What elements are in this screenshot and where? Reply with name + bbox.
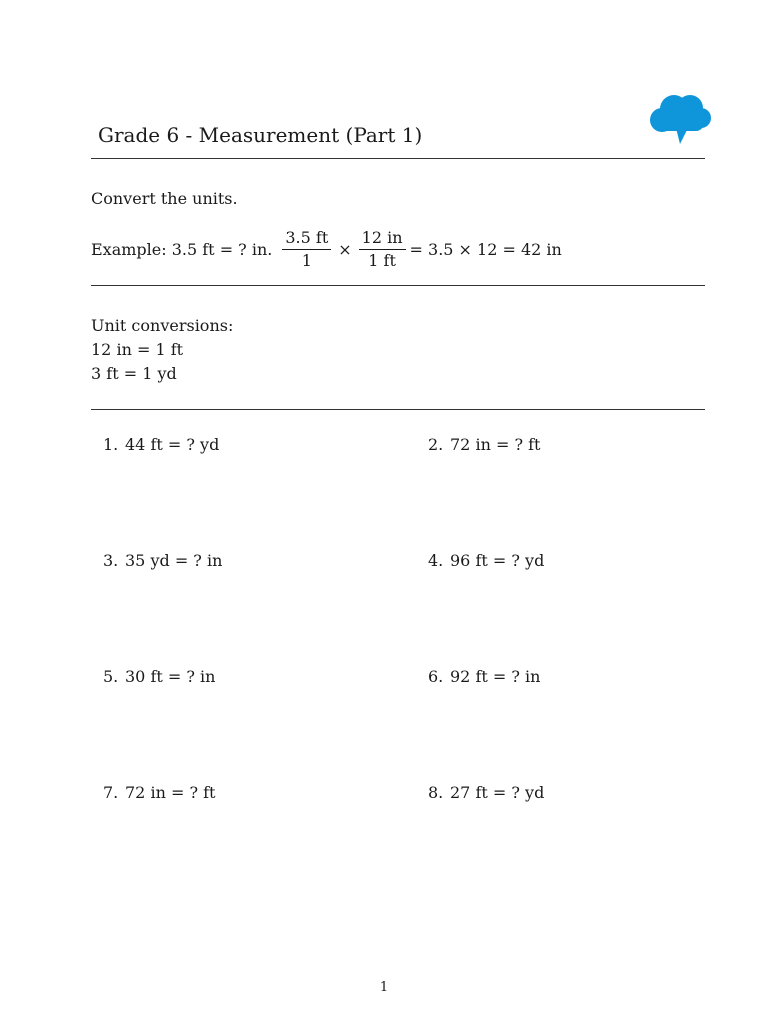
problem-number: 5.: [103, 667, 119, 686]
conversions-divider: [91, 409, 705, 410]
instructions-text: Convert the units.: [91, 189, 238, 208]
fraction-denominator: 1 ft: [368, 250, 396, 270]
problem-number: 7.: [103, 783, 119, 802]
problem-text: 92 ft = ? in: [450, 667, 541, 686]
title-divider: [91, 158, 705, 159]
problem-text: 72 in = ? ft: [450, 435, 541, 454]
problem-7: [103, 782, 215, 804]
example-prefix: Example: 3.5 ft = ? in.: [91, 239, 273, 259]
conversion-item: 3 ft = 1 yd: [91, 364, 177, 383]
problem-text: 35 yd = ? in: [125, 551, 223, 570]
problem-text: 27 ft = ? yd: [450, 783, 545, 802]
example-equation: [91, 223, 562, 275]
problem-number: 2.: [428, 435, 444, 454]
problem-8: [428, 782, 544, 804]
problem-2: [428, 434, 540, 456]
problem-number: 1.: [103, 435, 119, 454]
problem-1: [103, 434, 219, 456]
conversions-heading: Unit conversions:: [91, 316, 234, 335]
example-result: = 3.5 × 12 = 42 in: [409, 239, 562, 259]
problem-text: 44 ft = ? yd: [125, 435, 220, 454]
problem-number: 4.: [428, 551, 444, 570]
example-fraction-2: [359, 228, 406, 271]
problem-3: [103, 550, 222, 572]
problem-number: 8.: [428, 783, 444, 802]
problem-number: 6.: [428, 667, 444, 686]
example-fraction-1: [282, 228, 331, 271]
problem-5: [103, 666, 215, 688]
fraction-numerator: 12 in: [359, 228, 406, 250]
problem-6: [428, 666, 540, 688]
conversion-item: 12 in = 1 ft: [91, 340, 184, 359]
problem-text: 72 in = ? ft: [125, 783, 216, 802]
problem-text: 96 ft = ? yd: [450, 551, 545, 570]
fraction-denominator: 1: [301, 250, 312, 270]
logo-icon: [648, 92, 712, 146]
problem-text: 30 ft = ? in: [125, 667, 216, 686]
times-symbol: ×: [338, 239, 352, 259]
fraction-numerator: 3.5 ft: [282, 228, 331, 250]
page-number: 1: [379, 980, 389, 995]
problem-number: 3.: [103, 551, 119, 570]
example-divider: [91, 285, 705, 286]
page-title: Grade 6 - Measurement (Part 1): [98, 123, 423, 147]
problem-4: [428, 550, 544, 572]
